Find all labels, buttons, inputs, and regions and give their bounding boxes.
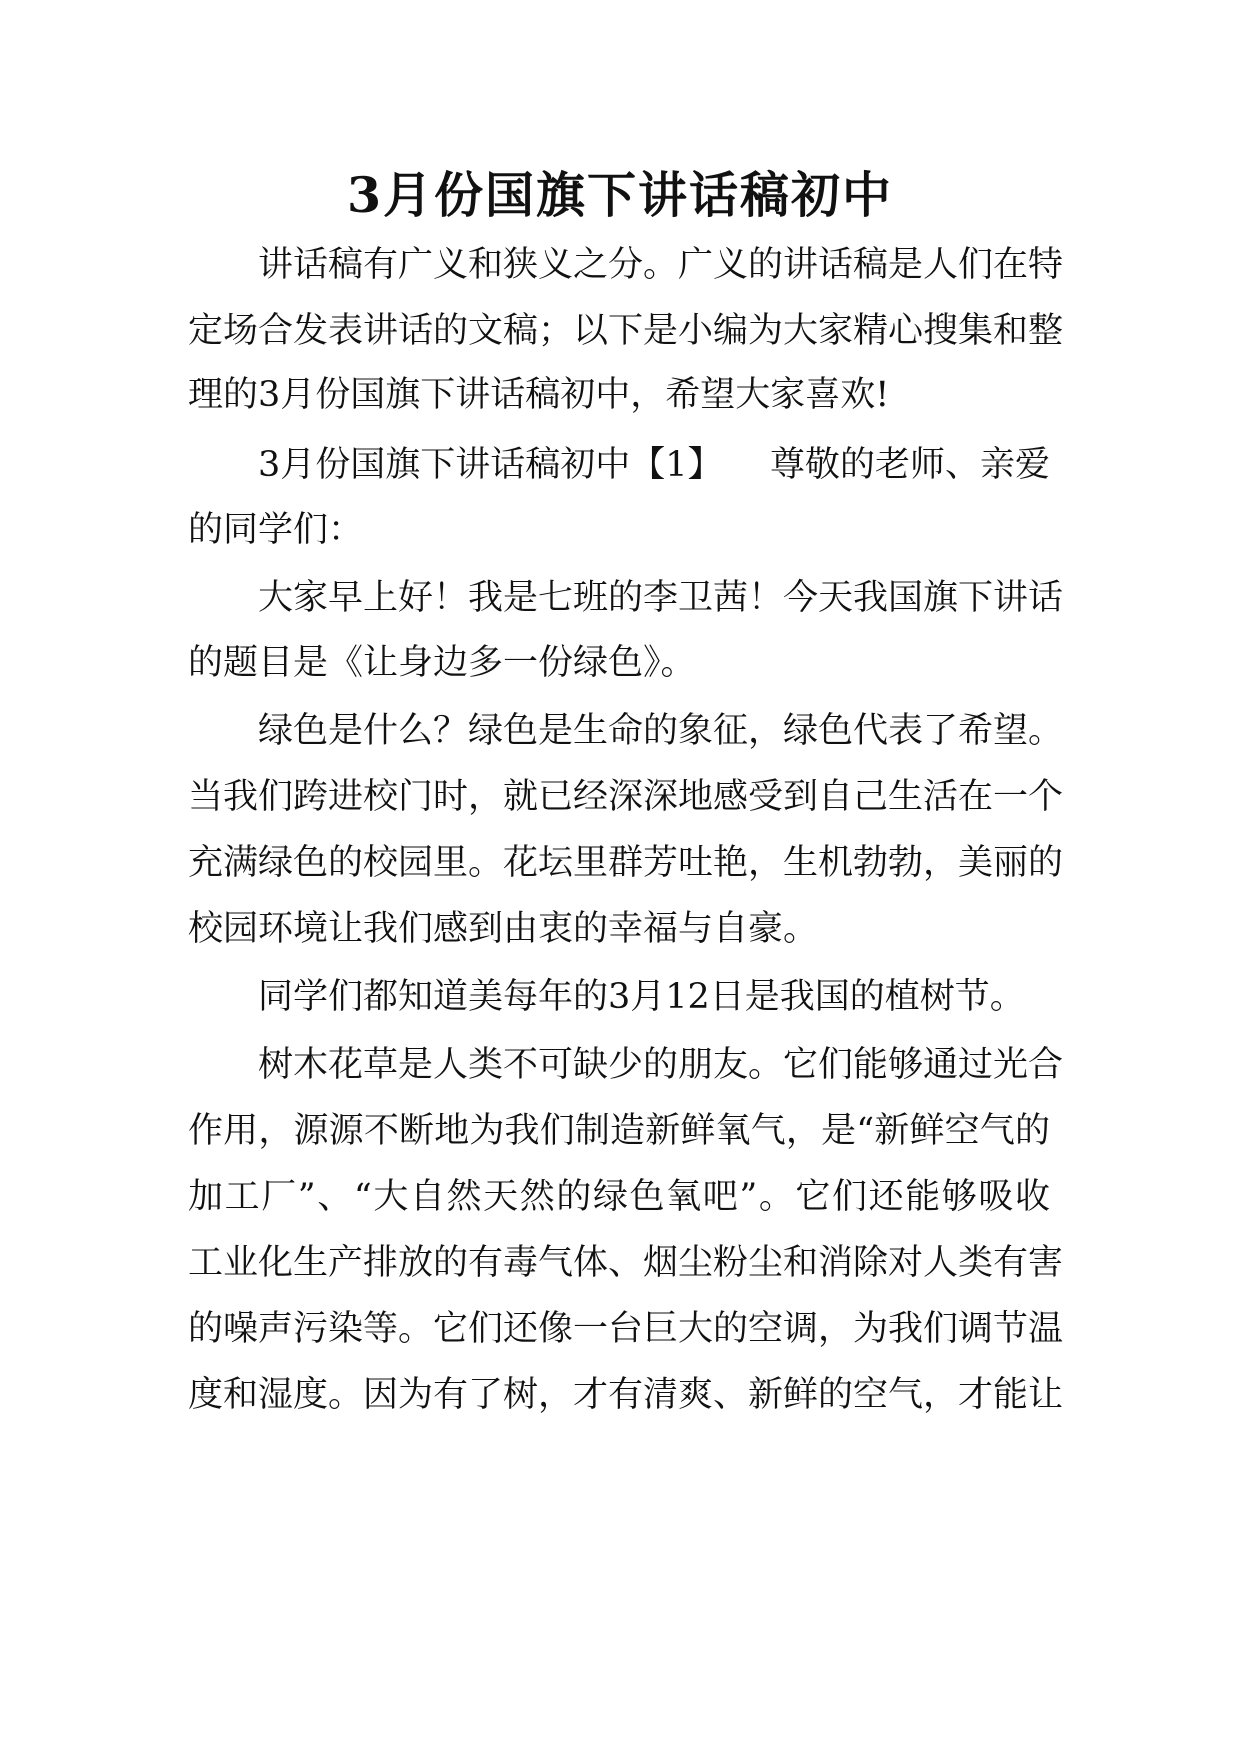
section-heading: 3月份国旗下讲话稿初中【1】 (258, 445, 723, 485)
paragraph-line: 加工厂”、“大自然天然的绿色氧吧”。它们还能够吸收 (188, 1177, 1050, 1217)
paragraph-line: 理的3月份国旗下讲话稿初中，希望大家喜欢! (188, 375, 890, 415)
page-title: 3月份国旗下讲话稿初中 (346, 166, 894, 224)
paragraph-line: 绿色是什么？绿色是生命的象征，绿色代表了希望。 (258, 711, 1064, 751)
paragraph-line: 作用，源源不断地为我们制造新鲜氧气，是“新鲜空气的 (188, 1111, 1050, 1151)
paragraph-line: 的同学们： (188, 510, 364, 550)
paragraph-line: 的题目是《让身边多一份绿色》。 (188, 643, 696, 683)
paragraph-line: 定场合发表讲话的文稿；以下是小编为大家精心搜集和整 (188, 311, 1064, 351)
paragraph-line: 讲话稿有广义和狭义之分。广义的讲话稿是人们在特 (258, 245, 1064, 285)
paragraph-line: 大家早上好！我是七班的李卫茜！今天我国旗下讲话 (258, 578, 1064, 618)
paragraph-line: 度和湿度。因为有了树，才有清爽、新鲜的空气，才能让 (188, 1375, 1064, 1415)
paragraph-line: 的噪声污染等。它们还像一台巨大的空调，为我们调节温 (188, 1309, 1064, 1349)
salutation-start: 尊敬的老师、亲爱 (769, 445, 1050, 485)
section-heading-line (258, 440, 1050, 490)
paragraph-line: 当我们跨进校门时，就已经深深地感受到自己生活在一个 (188, 777, 1064, 817)
paragraph-line: 校园环境让我们感到由衷的幸福与自豪。 (188, 909, 819, 949)
paragraph-line: 充满绿色的校园里。花坛里群芳吐艳，生机勃勃，美丽的 (188, 843, 1064, 883)
paragraph-line: 工业化生产排放的有毒气体、烟尘粉尘和消除对人类有害 (188, 1243, 1064, 1283)
paragraph-line: 同学们都知道美每年的3月12日是我国的植树节。 (258, 977, 1025, 1017)
paragraph-line: 树木花草是人类不可缺少的朋友。它们能够通过光合 (258, 1045, 1064, 1085)
